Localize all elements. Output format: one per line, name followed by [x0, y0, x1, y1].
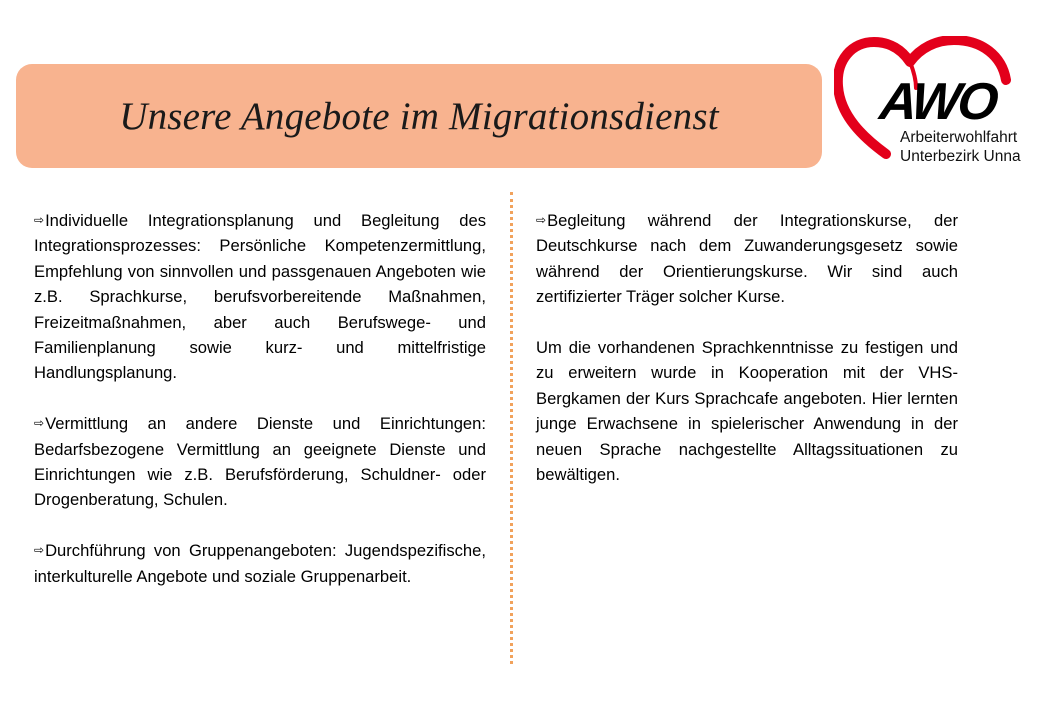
page-title: Unsere Angebote im Migrationsdienst	[119, 94, 719, 138]
paragraph-text: Vermittlung an andere Dienste und Einrichtungen: Bedarfsbezogene Vermittlung an geeignete Dienste und Einrichtungen wie z.B. Berufsförderung, Schuldner- oder Drogenberatung, Schulen.	[34, 414, 486, 510]
awo-logo	[834, 36, 1038, 168]
left-column	[34, 208, 486, 614]
paragraph-text: Individuelle Integrationsplanung und Begleitung des Integrationsprozesses: Persönliche Kompetenzermittlung, Empfehlung von sinnvollen und passgenauen Angeboten wie z.B. Sprachkurse, berufsvorbereitende Maßnahmen, Freizeitmaßnahmen, aber auch Berufswege- und Familienplanung sowie kurz- und mittelfristige Handlungsplanung.	[34, 211, 486, 383]
arrow-right-icon: ⇨	[34, 416, 45, 431]
paragraph-text: Um die vorhandenen Sprachkenntnisse zu festigen und zu erweitern wurde in Kooperation mit der VHS-Bergkamen der Kurs Sprachcafe angeboten. Hier lernten junge Erwachsene in spielerischer Anwendung in der neuen Sprache nachgestellte Alltagssituationen zu bewältigen.	[536, 338, 958, 485]
service-paragraph	[34, 538, 486, 589]
logo-line-1: Arbeiterwohlfahrt	[900, 129, 1018, 146]
arrow-right-icon: ⇨	[34, 543, 45, 558]
right-column	[536, 208, 958, 513]
arrow-right-icon: ⇨	[536, 213, 547, 227]
service-paragraph	[536, 208, 958, 310]
service-paragraph	[34, 208, 486, 386]
title-banner	[16, 64, 822, 168]
logo-line-2: Unterbezirk Unna	[900, 148, 1021, 165]
column-divider	[510, 192, 513, 664]
service-paragraph	[34, 411, 486, 513]
logo-brand: AWO	[876, 73, 999, 131]
paragraph-text: Begleitung während der Integrationskurse, der Deutschkurse nach dem Zuwanderungsgesetz sowie während der Orientierungskurse. Wir sind auch zertifizierter Träger solcher Kurse.	[536, 211, 958, 307]
arrow-right-icon: ⇨	[34, 213, 45, 227]
paragraph-text: Durchführung von Gruppenangeboten: Jugendspezifische, interkulturelle Angebote und soziale Gruppenarbeit.	[34, 541, 486, 586]
service-paragraph	[536, 335, 958, 487]
